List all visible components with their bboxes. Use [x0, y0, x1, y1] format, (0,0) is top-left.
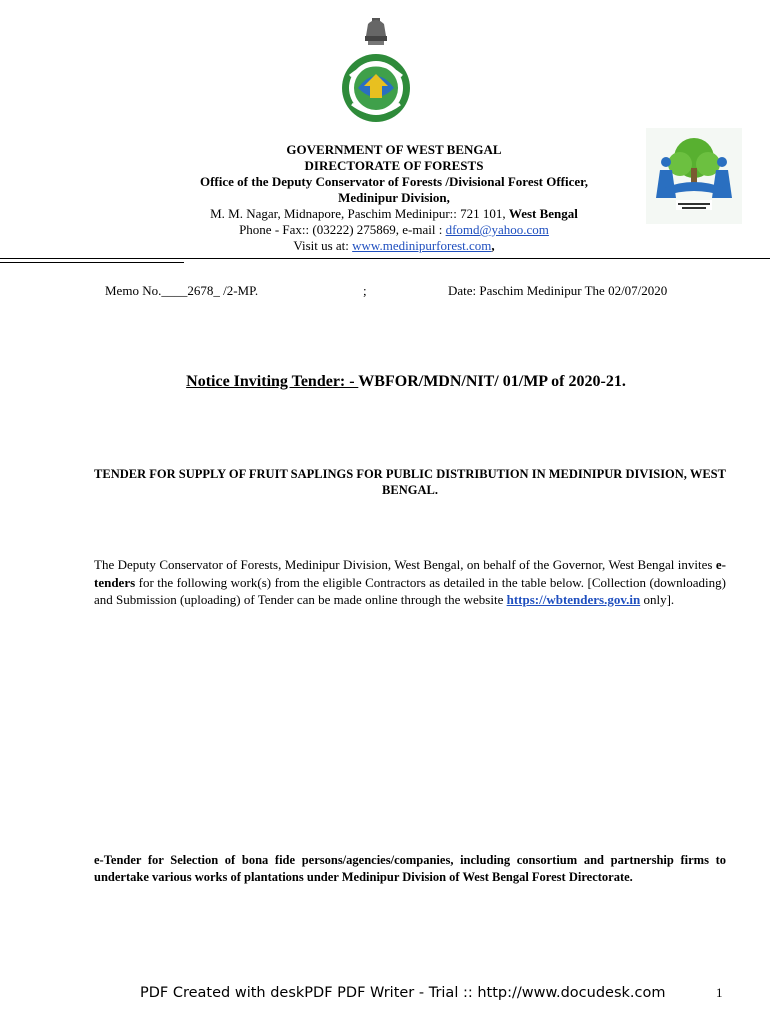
address-line	[0, 206, 770, 222]
intro-text-1: The Deputy Conservator of Forests, Medinipur Division, West Bengal, on behalf of the Governor, West Bengal invites	[94, 557, 716, 572]
website-line	[0, 238, 770, 254]
header-divider	[0, 258, 770, 259]
intro-text-2: for the following work(s) from the eligible Contractors as detailed in the table below. [Collection (downloading) and Submission (uploading) of Tender can be made online through the website	[94, 574, 726, 607]
visit-suffix: ,	[491, 238, 495, 253]
govt-heading: GOVERNMENT OF WEST BENGAL	[286, 142, 502, 157]
notice-title	[0, 373, 770, 391]
wbtenders-link[interactable]: https://wbtenders.gov.in	[506, 592, 641, 607]
intro-text-3: only].	[640, 592, 675, 607]
office-heading: Office of the Deputy Conservator of Forests /Divisional Forest Officer,	[199, 174, 588, 189]
address-text: M. M. Nagar, Midnapore, Paschim Medinipur:: 721 101,	[210, 206, 509, 221]
header-divider-short	[0, 262, 184, 263]
phone-line	[0, 222, 770, 238]
division-heading: Medinipur Division,	[338, 190, 450, 205]
directorate-heading: DIRECTORATE OF FORESTS	[304, 158, 484, 173]
website-link[interactable]: www.medinipurforest.com	[352, 238, 492, 253]
memo-number: Memo No.____2678_ /2-MP.	[105, 283, 259, 298]
tender-subject: TENDER FOR SUPPLY OF FRUIT SAPLINGS FOR PUBLIC DISTRIBUTION IN MEDINIPUR DIVISION, WEST BENGAL.	[94, 467, 726, 497]
selection-paragraph: e-Tender for Selection of bona fide persons/agencies/companies, including consortium and partnership firms to undertake various works of plantations under Medinipur Division of West Bengal Forest Directorate.	[94, 853, 726, 884]
page-number: 1	[716, 985, 723, 1000]
phone-text: Phone - Fax:: (03222) 275869, e-mail :	[239, 222, 446, 237]
forest-emblem-icon	[334, 14, 418, 126]
memo-date: Date: Paschim Medinipur The 02/07/2020	[448, 283, 668, 298]
memo-separator: ;	[363, 283, 367, 298]
intro-bold: e-tenders	[94, 557, 726, 590]
pdf-watermark-footer: PDF Created with deskPDF PDF Writer - Trial :: http://www.docudesk.com	[140, 985, 666, 1001]
address-state: West Bengal	[508, 206, 578, 221]
notice-title-underlined: Notice Inviting Tender: -	[186, 373, 359, 390]
email-link[interactable]: dfomd@yahoo.com	[445, 222, 549, 237]
notice-title-reference: WBFOR/MDN/NIT/ 01/MP of 2020-21.	[358, 373, 626, 390]
visit-text: Visit us at:	[293, 238, 353, 253]
intro-paragraph	[94, 556, 726, 609]
